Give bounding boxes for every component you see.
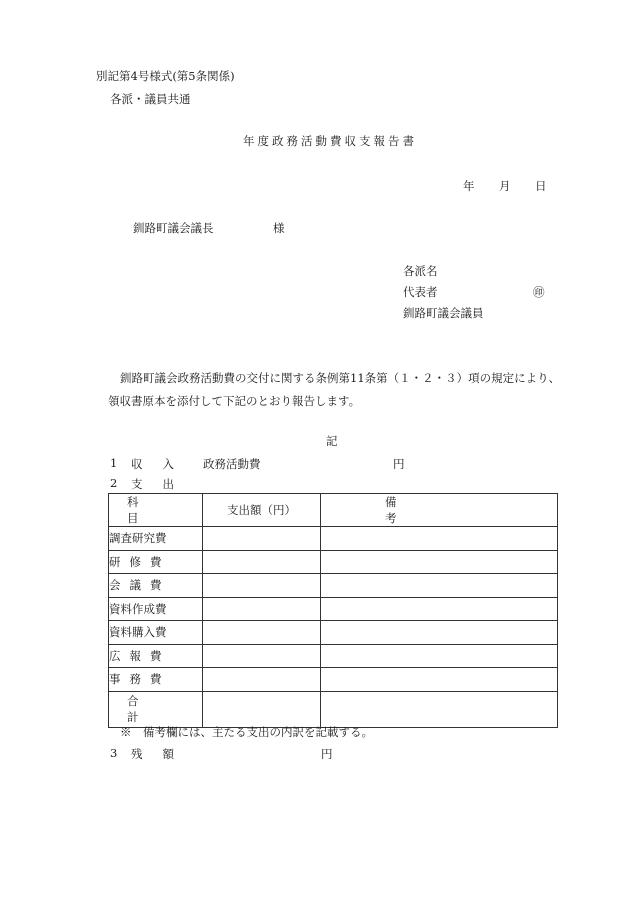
date-month: 月 bbox=[499, 179, 511, 193]
body-text-line1: 釧路町議会政務活動費の交付に関する条例第11条第（１・２・３）項の規定により、 bbox=[120, 371, 561, 385]
row-amount[interactable] bbox=[203, 574, 321, 598]
representative-label: 代表者 bbox=[403, 285, 438, 299]
header-amount: 支出額（円） bbox=[203, 494, 321, 527]
table-row bbox=[109, 597, 558, 621]
income-item: 政務活動費 bbox=[203, 457, 261, 471]
row-subject: 資料作成費 bbox=[109, 597, 203, 621]
date-year: 年 bbox=[463, 179, 475, 193]
row-amount[interactable] bbox=[203, 621, 321, 645]
scope-label: 各派・議員共通 bbox=[110, 92, 191, 106]
balance-label: 残額 bbox=[131, 747, 194, 761]
income-label: 収入 bbox=[131, 457, 194, 471]
row-subject: 研修費 bbox=[109, 550, 203, 574]
table-row bbox=[109, 527, 558, 551]
row-subject: 広報費 bbox=[109, 644, 203, 668]
balance-unit: 円 bbox=[321, 747, 333, 761]
addressee-name: 釧路町議会議長 bbox=[133, 221, 214, 235]
form-reference: 別記第4号様式(第5条関係) bbox=[96, 69, 235, 83]
total-amount[interactable] bbox=[203, 691, 321, 727]
row-amount[interactable] bbox=[203, 644, 321, 668]
table-total-row bbox=[109, 691, 558, 727]
seal-mark: ㊞ bbox=[533, 285, 545, 299]
expense-label: 支出 bbox=[131, 477, 194, 491]
remarks-note: ※ 備考欄には、主たる支出の内訳を記載する。 bbox=[120, 725, 373, 739]
row-amount[interactable] bbox=[203, 597, 321, 621]
income-unit: 円 bbox=[393, 457, 405, 471]
table-row bbox=[109, 550, 558, 574]
row-remarks[interactable] bbox=[321, 668, 558, 692]
header-remarks: 備考 bbox=[321, 494, 558, 527]
header-subject: 科目 bbox=[109, 494, 203, 527]
row-remarks[interactable] bbox=[321, 644, 558, 668]
table-row bbox=[109, 668, 558, 692]
addressee-honorific: 様 bbox=[273, 221, 285, 235]
council-member-label: 釧路町議会議員 bbox=[403, 306, 484, 320]
row-subject: 調査研究費 bbox=[109, 527, 203, 551]
table-row bbox=[109, 644, 558, 668]
row-subject: 会議費 bbox=[109, 574, 203, 598]
date-day: 日 bbox=[535, 179, 547, 193]
row-remarks[interactable] bbox=[321, 621, 558, 645]
row-remarks[interactable] bbox=[321, 597, 558, 621]
expense-number: 2 bbox=[110, 476, 118, 490]
balance-number: 3 bbox=[110, 746, 118, 760]
table-row bbox=[109, 621, 558, 645]
faction-name-label: 各派名 bbox=[403, 264, 438, 278]
table-row bbox=[109, 574, 558, 598]
income-number: 1 bbox=[110, 456, 118, 470]
row-amount[interactable] bbox=[203, 550, 321, 574]
document-title: 年度政務活動費収支報告書 bbox=[243, 134, 417, 148]
body-text-line2: 領収書原本を添付して下記のとおり報告します。 bbox=[108, 394, 361, 408]
row-remarks[interactable] bbox=[321, 527, 558, 551]
total-remarks[interactable] bbox=[321, 691, 558, 727]
row-subject: 資料購入費 bbox=[109, 621, 203, 645]
table-header-row bbox=[109, 494, 558, 527]
total-label: 合計 bbox=[109, 691, 203, 727]
row-amount[interactable] bbox=[203, 527, 321, 551]
ki-heading: 記 bbox=[326, 434, 338, 448]
row-amount[interactable] bbox=[203, 668, 321, 692]
expense-table bbox=[108, 493, 558, 728]
row-subject: 事務費 bbox=[109, 668, 203, 692]
row-remarks[interactable] bbox=[321, 574, 558, 598]
row-remarks[interactable] bbox=[321, 550, 558, 574]
